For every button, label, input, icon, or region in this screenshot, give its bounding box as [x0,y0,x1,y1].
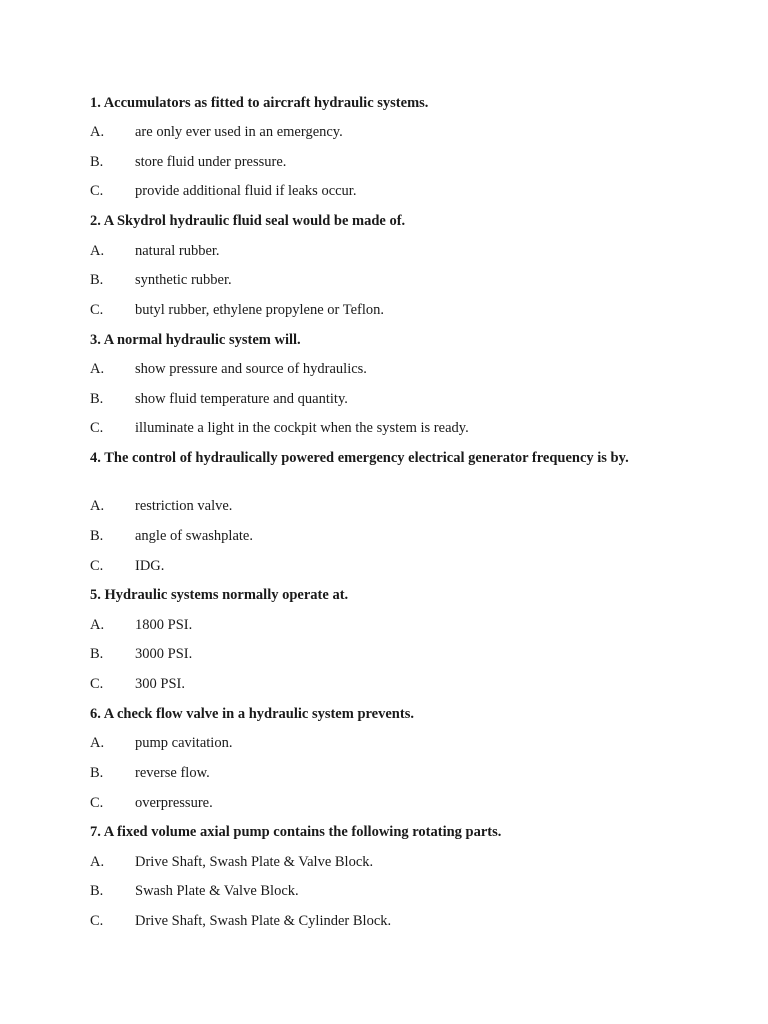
question-6-option-c-letter: C. [90,795,104,811]
question-3-option-a-letter: A. [90,361,105,377]
question-4-option-a-letter: A. [90,498,105,514]
question-6-option-a-letter: A. [90,735,105,751]
question-2-option-b: synthetic rubber. [135,272,232,288]
question-2-option-a: natural rubber. [135,243,220,259]
question-2-option-b-letter: B. [90,272,104,288]
question-3-option-b: show fluid temperature and quantity. [135,391,348,407]
question-3-option-b-letter: B. [90,391,104,407]
question-4-option-b: angle of swashplate. [135,528,253,544]
question-2-option-c-letter: C. [90,302,104,318]
question-5-option-c-letter: C. [90,676,104,692]
question-1-option-b: store fluid under pressure. [135,154,287,170]
question-1-option-c: provide additional fluid if leaks occur. [135,183,357,199]
question-7-option-a-letter: A. [90,854,105,870]
question-4: 4. The control of hydraulically powered emergency electrical generator frequency is by. [90,450,629,466]
question-5: 5. Hydraulic systems normally operate at. [90,587,349,603]
question-2: 2. A Skydrol hydraulic fluid seal would be made of. [90,213,406,229]
question-3-option-c: illuminate a light in the cockpit when the system is ready. [135,420,469,436]
question-5-option-b-letter: B. [90,646,104,662]
question-4-option-c: IDG. [135,558,165,574]
question-7-option-b-letter: B. [90,883,104,899]
question-2-option-c: butyl rubber, ethylene propylene or Teflon. [135,302,384,318]
question-5-option-a-letter: A. [90,617,105,633]
question-4-option-b-letter: B. [90,528,104,544]
question-7-option-b: Swash Plate & Valve Block. [135,883,299,899]
question-6: 6. A check flow valve in a hydraulic system prevents. [90,706,414,722]
question-3-option-c-letter: C. [90,420,104,436]
question-3: 3. A normal hydraulic system will. [90,332,301,348]
question-1-option-a: are only ever used in an emergency. [135,124,343,140]
question-5-option-a: 1800 PSI. [135,617,193,633]
question-6-option-c: overpressure. [135,795,213,811]
question-4-option-c-letter: C. [90,558,104,574]
question-1-option-c-letter: C. [90,183,104,199]
question-6-option-b-letter: B. [90,765,104,781]
question-7-option-a: Drive Shaft, Swash Plate & Valve Block. [135,854,374,870]
question-7: 7. A fixed volume axial pump contains the following rotating parts. [90,824,502,840]
question-6-option-b: reverse flow. [135,765,210,781]
question-1-option-a-letter: A. [90,124,105,140]
question-3-option-a: show pressure and source of hydraulics. [135,361,367,377]
question-2-option-a-letter: A. [90,243,105,259]
question-5-option-b: 3000 PSI. [135,646,193,662]
question-1: 1. Accumulators as fitted to aircraft hydraulic systems. [90,95,429,111]
question-7-option-c-letter: C. [90,913,104,929]
question-4-option-a: restriction valve. [135,498,233,514]
question-6-option-a: pump cavitation. [135,735,233,751]
question-7-option-c: Drive Shaft, Swash Plate & Cylinder Block. [135,913,392,929]
question-5-option-c: 300 PSI. [135,676,185,692]
question-1-option-b-letter: B. [90,154,104,170]
